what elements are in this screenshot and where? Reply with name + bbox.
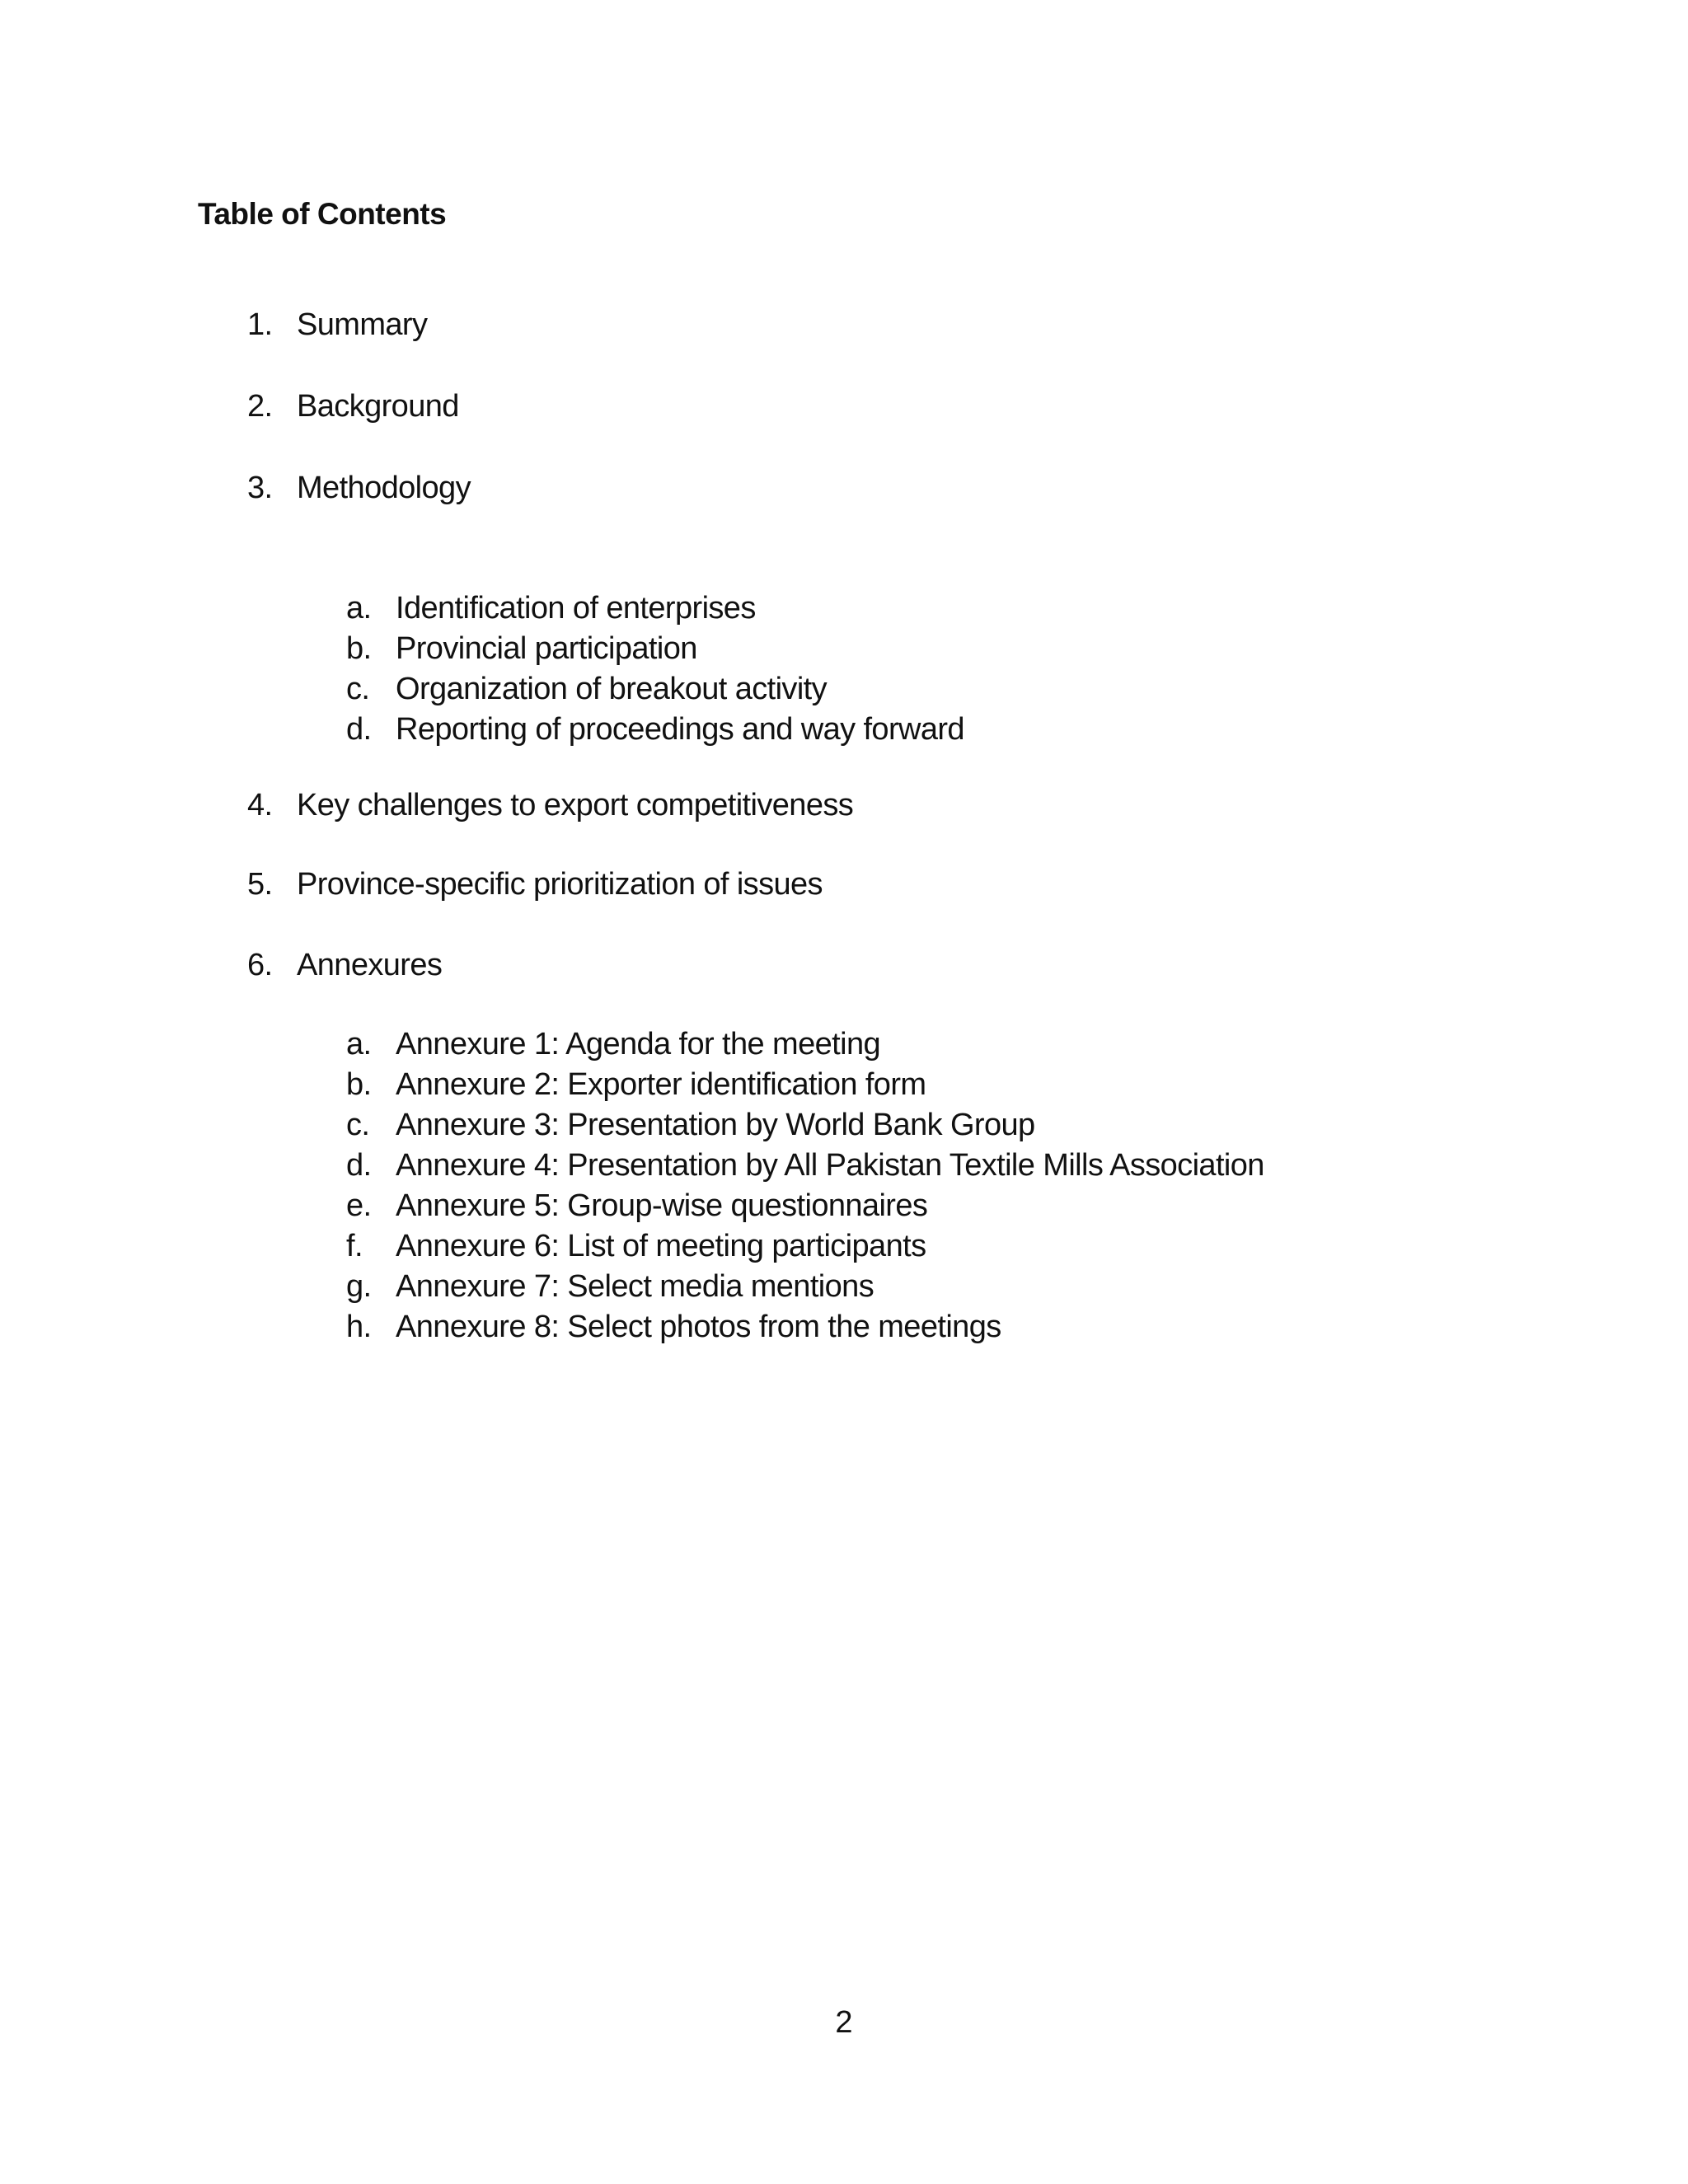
toc-entry-label: Summary xyxy=(297,307,428,342)
toc-entry-label: Annexures xyxy=(297,948,443,982)
toc-subentry-label: Annexure 3: Presentation by World Bank Group xyxy=(396,1108,1035,1142)
toc-entry-number: 6. xyxy=(247,948,273,982)
toc-subentry-letter: g. xyxy=(346,1269,372,1304)
toc-entry-label: Key challenges to export competitiveness xyxy=(297,788,854,823)
toc-entry-number: 2. xyxy=(247,389,273,424)
toc-entry-number: 5. xyxy=(247,867,273,902)
toc-heading: Table of Contents xyxy=(198,197,447,231)
toc-subentry-label: Organization of breakout activity xyxy=(396,672,828,706)
toc-entry-number: 4. xyxy=(247,788,273,823)
toc-subentry-label: Annexure 6: List of meeting participants xyxy=(396,1229,926,1263)
toc-subentry-label: Annexure 7: Select media mentions xyxy=(396,1269,874,1304)
toc-subentry-letter: c. xyxy=(346,1108,370,1142)
toc-subentry-letter: b. xyxy=(346,631,372,666)
toc-entry-label: Province-specific prioritization of issues xyxy=(297,867,823,902)
toc-entry-label: Methodology xyxy=(297,471,471,505)
toc-entry-number: 3. xyxy=(247,471,273,505)
toc-subentry-label: Annexure 1: Agenda for the meeting xyxy=(396,1027,881,1062)
toc-subentry-letter: d. xyxy=(346,1148,372,1183)
page-number: 2 xyxy=(835,2005,853,2040)
toc-subentry-label: Annexure 5: Group-wise questionnaires xyxy=(396,1188,928,1223)
toc-subentry-label: Provincial participation xyxy=(396,631,697,666)
toc-subentry-label: Annexure 8: Select photos from the meetings xyxy=(396,1310,1001,1344)
toc-subentry-letter: c. xyxy=(346,672,370,706)
toc-subentry-letter: a. xyxy=(346,591,372,626)
toc-subentry-label: Annexure 2: Exporter identification form xyxy=(396,1067,926,1102)
toc-entry-number: 1. xyxy=(247,307,273,342)
toc-subentry-letter: h. xyxy=(346,1310,372,1344)
toc-subentry-letter: a. xyxy=(346,1027,372,1062)
toc-subentry-letter: b. xyxy=(346,1067,372,1102)
toc-subentry-label: Annexure 4: Presentation by All Pakistan Textile Mills Association xyxy=(396,1148,1264,1183)
toc-subentry-letter: d. xyxy=(346,712,372,747)
toc-subentry-letter: e. xyxy=(346,1188,372,1223)
toc-entry-label: Background xyxy=(297,389,459,424)
toc-subentry-label: Reporting of proceedings and way forward xyxy=(396,712,964,747)
toc-subentry-label: Identification of enterprises xyxy=(396,591,756,626)
toc-subentry-letter: f. xyxy=(346,1229,363,1263)
